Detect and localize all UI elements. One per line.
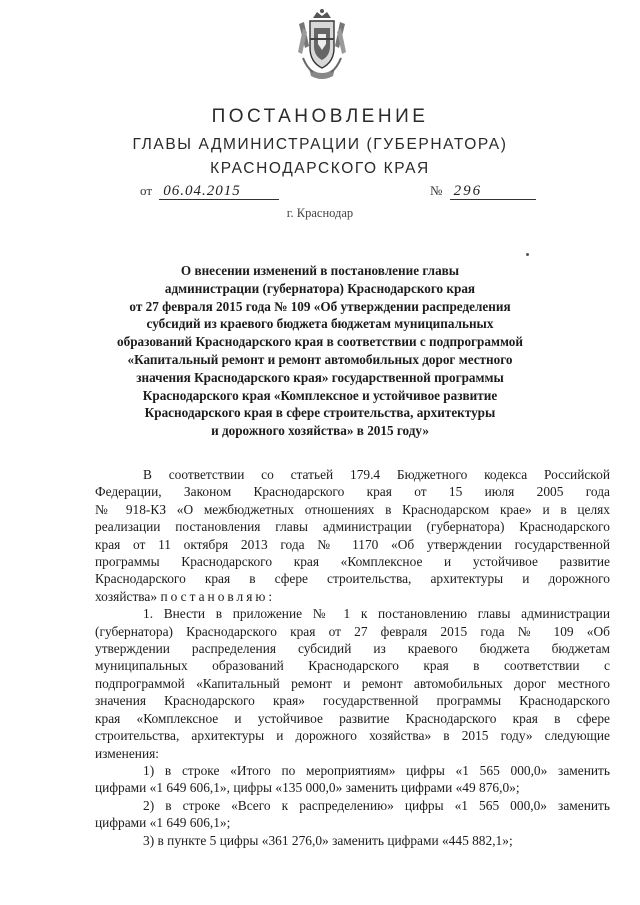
- heading-line: Краснодарского края в сфере строительства, архитектуры: [144, 405, 496, 421]
- heading-line: значения Краснодарского края» государственной программы: [136, 369, 504, 385]
- heading-line: Краснодарского края «Комплексное и устойчивое развитие: [142, 387, 498, 403]
- handwritten-date: 06.04.2015: [159, 183, 279, 200]
- body-line: края от 11 октября 2013 года № 1170 «Об утверждении государственной: [95, 536, 610, 552]
- subitem-2: [95, 797, 610, 832]
- body-line: строительства, архитектуры и дорожного хозяйства» в 2015 году» следующие: [95, 728, 610, 744]
- body-line: утверждении распределения субсидий из краевого бюджета бюджетам: [95, 641, 610, 657]
- date-field: [140, 183, 279, 200]
- body-line-text: хозяйства»: [95, 588, 158, 604]
- body-line: цифрами «1 649 606,1», цифры «135 000,0» заменить цифрами «49 876,0»;: [95, 780, 520, 796]
- heading-line: и дорожного хозяйства» в 2015 году»: [211, 423, 429, 439]
- body-line: (губернатора) Краснодарского края от 27 февраля 2015 года № 109 «Об: [95, 623, 610, 639]
- document-title: ПОСТАНОВЛЕНИЕ: [211, 106, 429, 127]
- handwritten-number: 296: [450, 183, 536, 200]
- body-line: 1) в строке «Итого по мероприятиям» цифры «1 565 000,0» заменить: [143, 762, 610, 778]
- body-line: Краснодарского края в сфере строительства, архитектуры и дорожного: [95, 571, 610, 587]
- resolve-word: постановляю:: [160, 588, 276, 604]
- krasnodar-coat-of-arms-icon: [295, 8, 349, 84]
- body-line: [95, 588, 610, 605]
- document-body: [95, 466, 610, 849]
- heading-line: от 27 февраля 2015 года № 109 «Об утверждении распределения: [129, 298, 511, 314]
- body-line: 1. Внести в приложение № 1 к постановлению главы администрации: [143, 606, 610, 622]
- body-line: изменения:: [95, 745, 160, 761]
- body-line: реализации постановления главы администрации (губернатора) Краснодарского: [95, 519, 610, 535]
- body-line: цифрами «1 649 606,1»;: [95, 815, 231, 831]
- body-line: Федерации, Законом Краснодарского края от 15 июля 2005 года: [95, 484, 610, 500]
- city-line: г. Краснодар: [286, 206, 354, 220]
- subitem-3: [95, 832, 610, 849]
- paragraph-item-1: [95, 605, 610, 762]
- date-label: от: [140, 183, 153, 198]
- heading-line: администрации (губернатора) Краснодарского края: [164, 280, 476, 296]
- body-line: значения Краснодарского края» государственной программы Краснодарского: [95, 693, 610, 709]
- paragraph-preamble: [95, 466, 610, 605]
- body-line: подпрограммой «Капитальный ремонт и ремонт автомобильных дорог местного: [95, 675, 610, 691]
- body-line: края «Комплексное и устойчивое развитие Краснодарского края в сфере: [95, 710, 610, 726]
- body-line: программы Краснодарского края «Комплексное и устойчивое развитие: [95, 554, 610, 570]
- scan-dot: [526, 253, 529, 256]
- number-label: №: [430, 183, 443, 198]
- body-line: 3) в пункте 5 цифры «361 276,0» заменить цифрами «445 882,1»;: [143, 832, 513, 848]
- body-line: В соответствии со статьей 179.4 Бюджетного кодекса Российской: [143, 467, 610, 482]
- document-subtitle-line2: КРАСНОДАРСКОГО КРАЯ: [210, 160, 430, 177]
- body-line: 2) в строке «Всего к распределению» цифры «1 565 000,0» заменить: [143, 797, 610, 813]
- number-field: [430, 183, 536, 200]
- heading-line: О внесении изменений в постановление главы: [180, 263, 460, 278]
- heading-line: субсидий из краевого бюджета бюджетам муниципальных: [146, 316, 494, 332]
- heading-line: образований Краснодарского края в соответствии с подпрограммой: [117, 334, 523, 350]
- subitem-1: [95, 762, 610, 797]
- body-line: муниципальных образований Краснодарского края в соответствии с: [95, 658, 610, 674]
- document-subtitle-line1: ГЛАВЫ АДМИНИСТРАЦИИ (ГУБЕРНАТОРА): [132, 136, 508, 153]
- heading-line: «Капитальный ремонт и ремонт автомобильных дорог местного: [127, 351, 513, 367]
- body-line: № 918-КЗ «О межбюджетных отношениях в Краснодарском крае» и в целях: [95, 501, 610, 517]
- resolution-heading: [110, 262, 530, 440]
